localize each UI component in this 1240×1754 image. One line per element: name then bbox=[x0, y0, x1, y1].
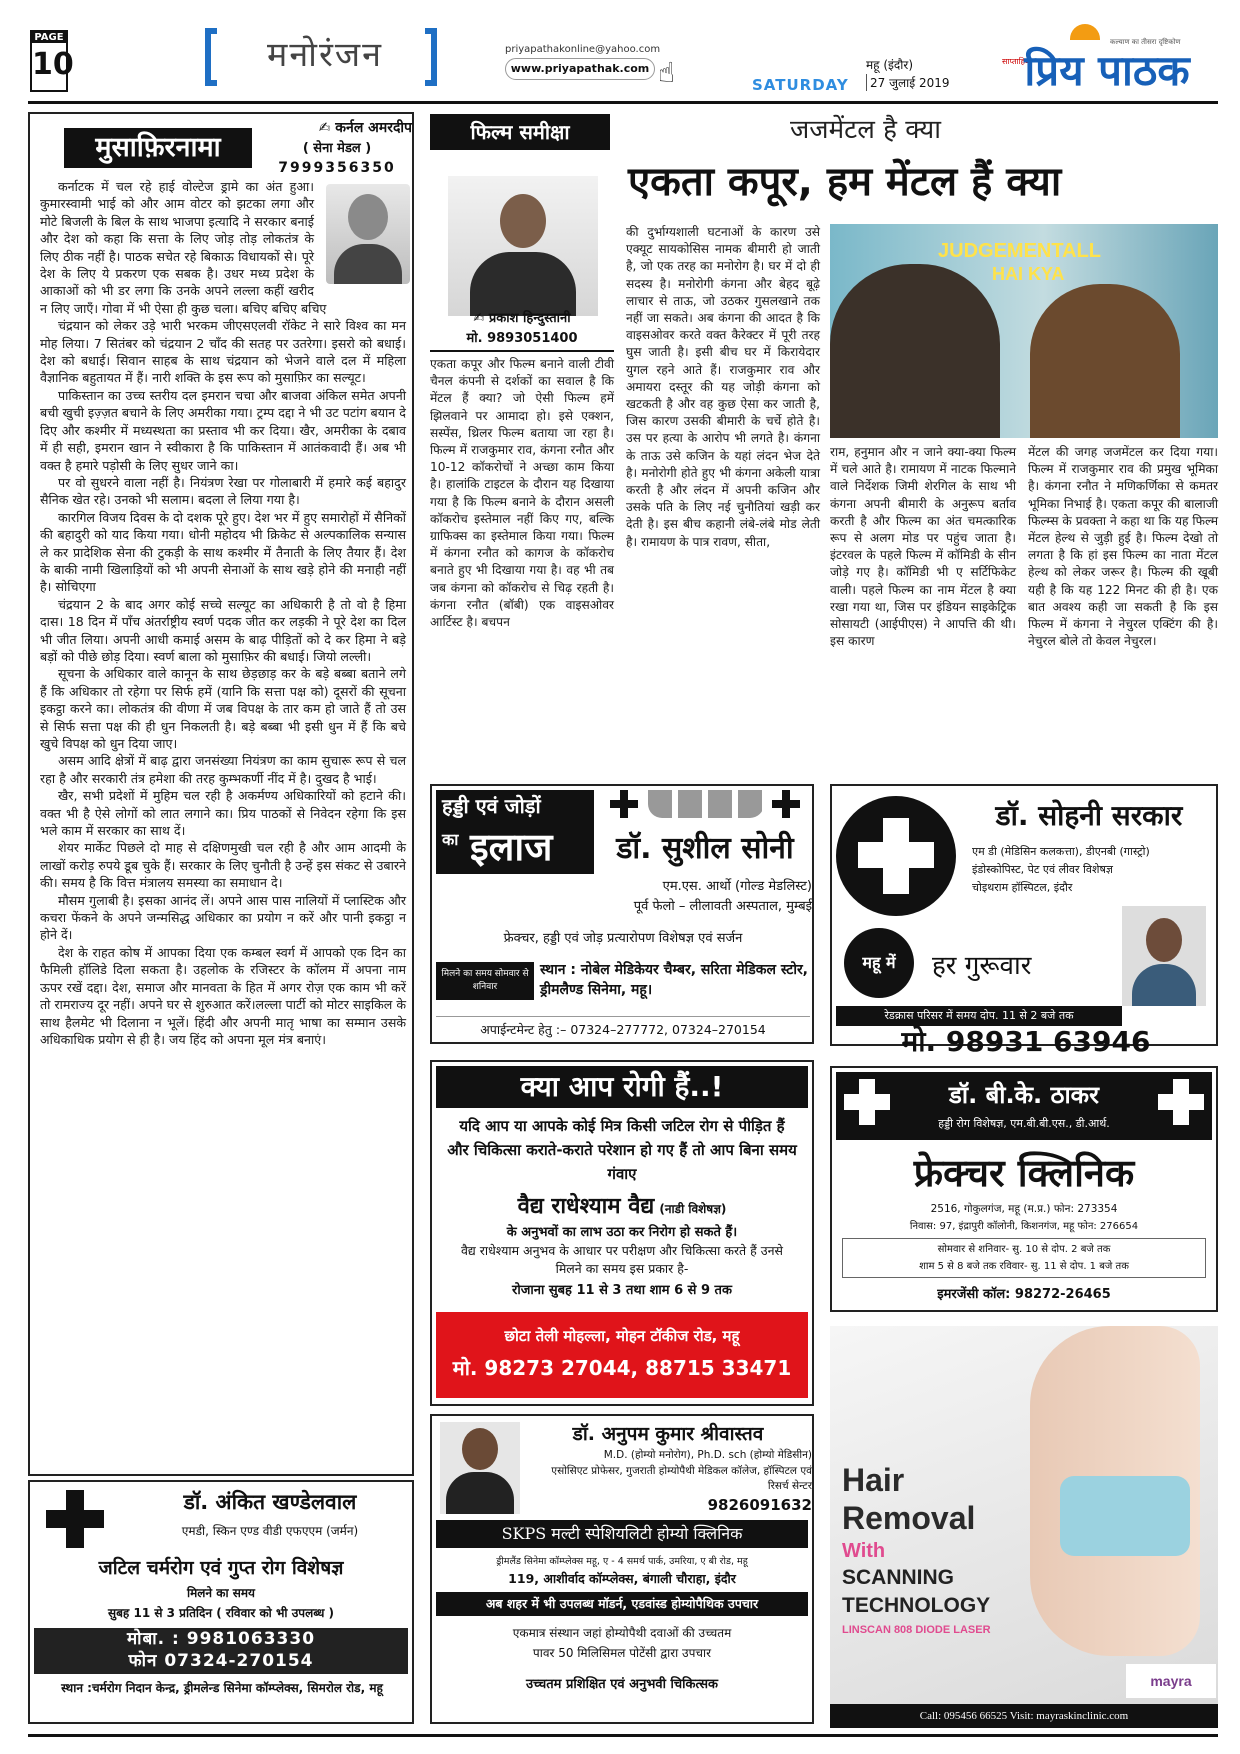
page-number: 10 bbox=[32, 47, 74, 82]
medical-cross-icon-stem bbox=[782, 790, 790, 818]
doctor-photo bbox=[1122, 906, 1206, 1006]
doctor-hospital: चोइथराम हॉस्पिटल, इंदौर bbox=[972, 881, 1073, 894]
article-paragraph: कारगिल विजय दिवस के दो दशक पूरे हुए। देश भर में हुए समारोहों में सैनिकों की बहादुरी को याद किया गया। धोनी महोदय भी क्रिकेट से अल्पकालिक सन्यास ले कर प्रादेशिक सेना की टुकड़ी के साथ कश्मीर में तैनाती के लिए तैयार हैं। देश के बाकी नामी खिलाड़ियों को भी अपनी सेनाओं के साथ खड़े होने की मनाही नहीं है। सोचिएगा bbox=[40, 509, 407, 595]
ad-benefit: के अनुभवों का लाभ उठा कर निरोग हो सकते हैं। bbox=[506, 1225, 738, 1240]
ad-tagline-box bbox=[436, 790, 594, 874]
medical-cross-icon-stem bbox=[859, 1079, 875, 1125]
doctor-specialty: हड्डी रोग विशेषज्ञ, एम.बी.बी.एस., डी.आर्थ. bbox=[938, 1117, 1110, 1130]
ad-ankit-khandelwal bbox=[28, 1480, 414, 1724]
hair-text-6: LINSCAN 808 DIODE LASER bbox=[842, 1624, 991, 1636]
clinic-place: स्थान :चर्मरोग निदान केन्द्र, ड्रीमलेन्ड सिनेमा कॉम्प्लेक्स, सिमरोल रोड, महू bbox=[61, 1681, 383, 1695]
page-label: PAGE bbox=[32, 32, 66, 43]
doctor-specialty: जटिल चर्मरोग एवं गुप्त रोग विशेषज्ञ bbox=[98, 1557, 344, 1579]
doctor-name: डॉ. अनुपम कुमार श्रीवास्तव bbox=[572, 1423, 764, 1445]
poster-subtitle: HAI KYA bbox=[992, 264, 1065, 284]
doctor-specialty: इंडोस्कोपिस्ट, पेट एवं लीवर विशेषज्ञ bbox=[972, 863, 1113, 876]
doctor-degree: M.D. (होम्यो मनोरोग), Ph.D. sch (होम्यो मेडिसीन) bbox=[603, 1449, 812, 1461]
hair-text-3: With bbox=[842, 1540, 886, 1562]
ad-sohni-sarkar bbox=[830, 784, 1218, 1058]
brand-logo: प्रिय पाठक bbox=[1024, 46, 1190, 95]
article-paragraph: देश के राहत कोष में आपका दिया एक कम्बल स्वर्ग में आपको एक दिन का फैमिली हॉलिडे दिला सकता है। उहलोक के रजिस्टर के कॉलम में अपना नाम ऊपर रखें दद्दा। देश, समाज और मानवता के हित में अगर रोज़ एक काम भी करें तो रामराज्य दूर नहीं। अपने घर से शुरुआत करें।लल्ला पार्टी को मोटर साइकिल के साथ हैलमेट भी दिलाना न भूलें। हिंदी और अपनी मातृ भाषा का सम्मान उसके अधिकाधिक प्रयोग से ही है। जय हिंद को अपना मूल मंत्र बनाएं। bbox=[40, 944, 406, 1047]
footer-rule bbox=[28, 1734, 1218, 1737]
author-name: ✍ कर्नल अमरदीप bbox=[318, 120, 412, 136]
hair-footer[interactable]: Call: 095456 66525 Visit: mayraskinclinic.com bbox=[830, 1704, 1218, 1728]
clinic-place: स्थान : नोबेल मेडिकेयर चैम्बर, सरिता मेडिकल स्टोर, ड्रीमलैण्ड सिनेमा, महू। bbox=[540, 962, 808, 998]
doctor-specialty: फ्रेक्चर, हड्डी एवं जोड़ प्रत्यारोपण विशेषज्ञ एवं सर्जन bbox=[503, 931, 743, 946]
vaidya-tag: (नाडी विशेषज्ञ) bbox=[659, 1202, 727, 1216]
doctor-mobile: मोबा. : 9981063330 bbox=[126, 1629, 316, 1649]
hair-text-1: Hair bbox=[842, 1462, 905, 1498]
model-top bbox=[1060, 1476, 1190, 1556]
doctor-name: डॉ. सोहनी सरकार bbox=[995, 799, 1183, 832]
email[interactable]: priyapathakonline@yahoo.com bbox=[505, 44, 661, 55]
residence-address: निवास: 97, इंद्रापुरी कॉलोनी, किशनगंज, महू फोन: 276654 bbox=[909, 1221, 1139, 1232]
ad-hair-removal bbox=[830, 1326, 1218, 1728]
doctor-phone: 9826091632 bbox=[707, 1496, 812, 1514]
clinic-hours-1: सोमवार से शनिवार- सु. 10 से दोप. 2 बजे तक bbox=[937, 1244, 1111, 1255]
ad-sushil-soni bbox=[430, 784, 814, 1044]
day-label: SATURDAY bbox=[752, 76, 849, 94]
musafirnama-title: मुसाफ़िरनामा bbox=[64, 128, 252, 168]
doctor-prev: पूर्व फेलो – लीलावती अस्पताल, मुम्बई bbox=[633, 899, 812, 914]
ad-tagline-1: हड्डी एवं जोड़ों bbox=[442, 794, 541, 818]
medical-cross-icon-stem bbox=[883, 818, 909, 894]
article-paragraph: खैर, सभी प्रदेशों में मुहिम चल रही है अकर्मण्य अधिकारियों को हटाने की। वक्त भी है ऐसे लोगों को लात लगाने का। प्रिय पाठकों से निवेदन रहेगा कि इस भले काम में सरकार का साथ दें। bbox=[40, 788, 406, 839]
article-paragraph: कर्नाटक में चल रहे हाई वोल्टेज ड्रामे का अंत हुआ। कुमारस्वामी भाई को और आम वोटर को झटका लगा और मोटे बिजली के बिल के साथ भाजपा इत्यादि ने सरकार बनाई और देश को कहा कि सत्ता के लिए जोड़ तोड़ लोकतंत्र के लिए ठीक नहीं है। पाठक सचेत रहे बिकाऊ विधायकों से। पूरे देश के लिए ये प्रकरण एक सबक है। उधर मध्य प्रदेश के आकाओं को भी डर लगा कि उनके अपने लल्ला कहीं खरीद न लिए जाएँ। गोवा में भी ऐसा ही कुछ चला। बचिए बचिए बचिए bbox=[40, 179, 327, 316]
vaidya-name bbox=[446, 1190, 798, 1220]
doctor-phone: फोन 07324-270154 bbox=[128, 1651, 314, 1671]
film-review-label: फिल्म समीक्षा bbox=[430, 114, 610, 150]
contact-band bbox=[34, 1628, 408, 1674]
medical-cross-icon-stem bbox=[66, 1490, 84, 1548]
hand-pointer-icon: ☝ bbox=[658, 56, 676, 89]
critic-name: ✍ प्रकाश हिन्दुस्तानी bbox=[473, 311, 571, 326]
critic-photo bbox=[448, 176, 598, 316]
ad-anupam-shrivastav bbox=[430, 1414, 814, 1724]
film-column-1: एकता कपूर और फिल्म बनाने वाली टीवी चैनल कंपनी से दर्शकों का सवाल है कि मेंटल हैं क्या? जो ऐसी फिल्म हमें झिलवाने पर आमादा हो। इसे एक्शन, सस्पेंस, थ्रिलर फिल्म बताया जा रहा है। फिल्म में राजकुमार राव, कंगना रनौत और 10-12 कॉकरोचों ने अच्छा काम किया है। हालांकि टाइटल के दौरान यह दिखाया गया है कि फिल्म बनाने के दौरान असली कॉकरोच इस्तेमाल नहीं किए गए, बल्कि ग्राफिक्स का इस्तेमाल किया गया। फिल्म में कंगना रनौत को कागज के कॉकरोच बनाते हुए भी दिखाया गया है। वह भी तब जब कंगना को कॉकरोच से चिढ़ रहती है। कंगना रनौत (बॉबी) एक वाइसओवर आर्टिस्ट है। बचपन bbox=[430, 357, 614, 630]
doctor-position: एसोसिएट प्रोफेसर, गुजराती होम्योपैथी मेडिकल कॉलेज, हॉस्पिटल एवं रिसर्च सेन्टर bbox=[551, 1465, 812, 1492]
ad-contact-band bbox=[436, 1312, 808, 1398]
film-column-2: की दुर्भाग्यशाली घटनाओं के कारण उसे एक्यूट सायकोसिस नामक बीमारी हो जाती है, जो एक तरह का मनोरोग है। घर में दो ही सदस्य है। मनोरोगी कंगना और बेहद बूढ़े लाचार से ताऊ, जो उठकर गुसलखाने तक नहीं जा सकते। अब कंगना की आदत है कि वाइसओवर करते वक्त कैरेक्टर में पूरी तरह घुस जाती है। इसी बीच घर में किरायेदार युगल रहने आते हैं। राजकुमार राव और अमायरा दस्तूर की यह जोड़ी कंगना को खटकती है और वह कुछ ऐसा कर जाती है, जिस कारण उसकी बीमारी के चर्चे होते है। उस पर हत्या के आरोप भी लगते है। कंगना के ताऊ उसे कजिन के यहां लंदन भेज देते है। मनोरोगी होते हुए भी कंगना अकेली यात्रा करती है और लंदन में अपनी कजिन और उसके पति के लिए नई चुनौतियां खड़ी कर देती है। इस बीच कहानी लंबे-लंबे मोड लेती है। रामायण के पात्र रावण, सीता, bbox=[626, 225, 820, 549]
clinic-address: 2516, गोकुलगंज, महू (म.प्र.) फोन: 273354 bbox=[930, 1203, 1118, 1215]
clinic-address-2: 119, आशीर्वाद कॉम्प्लेक्स, बंगाली चौराहा, इंदौर bbox=[508, 1571, 736, 1586]
visit-time: सुबह 11 से 3 प्रतिदिन ( रविवार को भी उपलब्ध ) bbox=[107, 1606, 335, 1620]
treatment-line-3: उच्चतम प्रशिक्षित एवं अनुभवी चिकित्सक bbox=[525, 1677, 719, 1692]
clinic-hours-2: शाम 5 से 8 बजे तक रविवार- सु. 11 से दोप. 1 बजे तक bbox=[919, 1261, 1129, 1272]
musafirnama-article bbox=[40, 178, 406, 1048]
ad-time: रोजाना सुबह 11 से 3 तथा शाम 6 से 9 तक bbox=[512, 1283, 732, 1298]
medical-cross-icon-stem bbox=[620, 790, 628, 818]
mhow-badge: महू में bbox=[844, 928, 914, 998]
film-headline: एकता कपूर, हम मेंटल हैं क्या bbox=[628, 159, 1062, 205]
ad-bk-thakar bbox=[830, 1066, 1218, 1312]
hair-text-5: TECHNOLOGY bbox=[842, 1594, 991, 1617]
ad-title: क्या आप रोगी हैं..! bbox=[436, 1066, 808, 1108]
hair-text-4: SCANNING bbox=[842, 1566, 955, 1589]
doctor-degree: एमडी, स्किन एण्ड वीडी एफएएम (जर्मन) bbox=[181, 1524, 359, 1538]
section-bracket-right bbox=[425, 28, 437, 86]
ad-intro: यदि आप या आपके कोई मित्र किसी जटिल रोग से पीड़ित हैं और चिकित्सा कराते-कराते परेशान हो गए हैं तो आप बिना समय गंवाए bbox=[447, 1117, 797, 1183]
location: महू (इंदौर) bbox=[866, 58, 914, 72]
clinic-address-1: ड्रीमलैंड सिनेमा कॉम्प्लेक्स महू, ए - 4 समर्थ पार्क, उमरिया, ए बी रोड, महू bbox=[496, 1556, 748, 1567]
page-label-box bbox=[30, 30, 74, 92]
brand-small: साप्ताहिक bbox=[1002, 57, 1032, 66]
header-rule bbox=[28, 101, 1218, 104]
treatment-band: अब शहर में भी उपलब्ध मॉडर्न, एडवांस्ड होम्योपैथिक उपचार bbox=[436, 1592, 808, 1616]
ad-tagline-3: इलाज bbox=[470, 825, 553, 869]
film-kicker: जजमेंटल है क्या bbox=[790, 115, 941, 145]
critic-rule bbox=[430, 350, 614, 352]
appointment-line: अपाईन्टमेन्ट हेतु :– 07324–277772, 07324–270154 bbox=[436, 1016, 810, 1038]
date: 27 जुलाई 2019 bbox=[866, 74, 949, 91]
doctor-name: डॉ. सुशील सोनी bbox=[616, 831, 794, 866]
article-paragraph: पाकिस्तान का उच्च स्तरीय दल इमरान चचा और बाजवा अंकिल समेत अपनी बची खुची इज़्ज़त बचाने के लिए अमरीका गया। ट्रम्प दद्दा ने भी उट पटांग बयान दे दिए और कश्मीर में मध्यस्थता का प्रस्ताव भी कर दिया। खैर, अमरीका के दबाव में ही सही, इमरान खान ने स्वीकारा है कि पाकिस्तान में आतंकवादी हैं। अब भी वक्त है हमारे पड़ोसी के लिए सुधर जाने का। bbox=[40, 387, 406, 473]
film-column-4: मेंटल की जगह जजमेंटल कर दिया गया। फिल्म में राजकुमार राव की प्रमुख भूमिका है। कंगना रनौत ने मणिकर्णिका से कमतर भूमिका निभाई है। एकता कपूर की बालाजी फिल्म्स के प्रवक्ता ने कहा था कि यह फिल्म मेंटल हेल्थ से जुड़ी हुई है। फिल्म देखो तो लगता है कि हां इस फिल्म का नाता मेंटल हेल्थ को लेकर जरूर है। फिल्म की खूबी यही है कि यह 122 मिनट की ही है। एक बात अवश्य कही जा सकती है कि इस फिल्म में कंगना ने नेचुरल एक्टिंग की है। नेचुरल बोले तो केवल नेचुरल। bbox=[1028, 445, 1218, 649]
ad-tagline-2: का bbox=[442, 830, 459, 849]
article-paragraph: सूचना के अधिकार वाले कानून के साथ छेड़छाड़ कर के बड़े बब्बा बताने लगे हैं कि अधिकार तो रहेगा पर सिर्फ हमें (यानि कि सत्ता पक्ष को) दूसरों की सूचना इकट्ठा करने का। लोकतंत्र की वीणा में जब विपक्ष के तार कम हो जाते हैं तो उस से सिर्फ सत्ता पक्ष की ही धुन निकलती है। बड़े बब्बा भी इसी धुन में हैं कि बचे खुचे विपक्ष को धुन दिया जाए। bbox=[40, 666, 406, 751]
doctor-degree: एम डी (मेडिसिन कलकत्ता), डीएनबी (गास्ट्रो) bbox=[972, 845, 1150, 858]
visit-place: रेडक्रास परिसर में समय दोप. 11 से 2 बजे तक bbox=[836, 1006, 1122, 1026]
article-paragraph: असम आदि क्षेत्रों में बाढ़ द्वारा जनसंख्या नियंत्रण का काम सुचारू रूप से चल रहा है और सरकारी तंत्र हमेशा की तरह कुम्भकर्णी नींद में है। दुखद है भाई। bbox=[40, 753, 406, 786]
treatment-line-1: एकमात्र संस्थान जहां होम्योपैथी दवाओं की उच्चतम bbox=[512, 1626, 732, 1640]
article-paragraph: मौसम गुलाबी है। इसका आनंद लें। अपने आस पास नालियों में प्लास्टिक और कचरा फेंकने के अपने जन्मसिद्ध अधिकार का प्रयोग न करें और पानी इकट्ठा न होने दें। bbox=[40, 892, 406, 943]
clinic-name: फ्रेक्चर क्लिनिक bbox=[913, 1151, 1135, 1195]
ad-vaidya bbox=[430, 1060, 814, 1406]
brand-tagline: कल्याण का तीसरा दृष्टिकोण bbox=[1110, 38, 1181, 46]
section-bracket-left bbox=[205, 28, 217, 86]
poster-title: JUDGEMENTALL bbox=[938, 240, 1101, 262]
visit-time-label: मिलने का समय bbox=[186, 1586, 255, 1600]
doctor-name: डॉ. अंकित खण्डेलवाल bbox=[183, 1490, 357, 1514]
doctor-photo bbox=[440, 1422, 520, 1514]
movie-poster bbox=[830, 224, 1218, 438]
film-column-3: राम, हनुमान और न जाने क्या-क्या फिल्म में चले आते है। रामायण में नाटक फिल्माने वाले निर्देशक जिमी शेरगिल के साथ भी कंगना अपनी बीमारी के अनुरूप बर्ताव करती है और फिल्म का अंत चमत्कारिक रूप से अलग मोड पर पहुंच जाता है। इंटरवल के पहले फिल्म में कॉमिडी के सीन जोड़े गए है। कॉमिडी भी ए सर्टिफिकेट वाली। पहले फिल्म का नाम मेंटल है क्या रखा गया था, जिस पर इंडियन साइकेट्रिक सोसायटी (आईपीएस) ने आपत्ति की थी। इस कारण bbox=[830, 445, 1016, 649]
doctor-name: डॉ. बी.के. ठाकर bbox=[949, 1081, 1099, 1109]
doctor-degree: एम.एस. आर्थो (गोल्ड मेडलिस्ट) bbox=[662, 879, 812, 894]
sun-emblem-icon bbox=[1070, 24, 1100, 40]
medical-cross-icon-stem bbox=[1173, 1079, 1189, 1125]
mayra-logo: mayra bbox=[1126, 1664, 1216, 1698]
ad-address: छोटा तेली मोहल्ला, मोहन टॉकीज रोड, महू bbox=[504, 1327, 740, 1345]
critic-phone: मो. 9893051400 bbox=[466, 331, 578, 346]
emergency-call: इमरजेंसी कॉल: 98272-26465 bbox=[937, 1287, 1111, 1302]
website[interactable]: www.priyapathak.com bbox=[510, 62, 650, 75]
treatment-line-2: पावर 50 मिलिसिमल पोटेंसी द्वारा उपचार bbox=[532, 1646, 712, 1660]
vaidya-name-text: वैद्य राधेश्याम वैद्य bbox=[517, 1194, 655, 1219]
article-paragraph: चंद्रयान को लेकर उड़े भारी भरकम जीएसएलवी रॉकेट ने सारे विश्व का मन मोह लिया। 7 सितंबर को चंद्रयान 2 चाँद की सतह पर उतरेगा। इसरो को बधाई। देश को बधाई। सिवान साहब के साथ चंद्रयान को भेजने वाले दल में महिला वैज्ञानिक बहुतायत में हैं। नारी शक्ति के इस रूप को मुसाफ़िर का सल्यूट। bbox=[40, 318, 406, 386]
author-phone: 7999356350 bbox=[278, 160, 396, 176]
visit-time-label: मिलने का समय सोमवार से शनिवार bbox=[436, 962, 534, 1000]
ad-info: वैद्य राधेश्याम अनुभव के आधार पर परीक्षण और चिकित्सा करते हैं उनसे मिलने का समय इस प्रकार है- bbox=[460, 1243, 784, 1276]
ad-header-band bbox=[836, 1072, 1212, 1140]
clinic-hours bbox=[842, 1238, 1206, 1278]
clinic-name: SKPS मल्टी स्पेशियलिटी होम्यो क्लिनिक bbox=[436, 1520, 808, 1548]
section-title: मनोरंजन bbox=[266, 35, 383, 75]
website-pill[interactable] bbox=[505, 58, 655, 80]
ad-phone: मो. 98273 27044, 88715 33471 bbox=[452, 1356, 792, 1380]
hair-text-2: Removal bbox=[842, 1500, 976, 1536]
visit-day: हर गुरूवार bbox=[932, 951, 1032, 981]
article-paragraph: चंद्रयान 2 के बाद अगर कोई सच्चे सल्यूट का अधिकारी है तो वो है हिमा दास। 18 दिन में पाँच अंतर्राष्ट्रीय स्वर्ण पदक जीत कर लड़की ने पूरे देश का दिल भी जीत लिया। अपनी आधी कमाई असम के बाढ़ पीड़ितों को दे कर हिमा ने बड़े बड़ों को पीछे छोड़ दिया। स्वर्ण बाला को मुसाफ़िर की बधाई। जियो लल्ली। bbox=[40, 596, 406, 664]
article-paragraph: पर वो सुधरने वाला नहीं है। नियंत्रण रेखा पर गोलाबारी में हमारे कई बहादुर सैनिक खेत रहे। उनको भी सलाम। बदला ले लिया गया है। bbox=[40, 474, 406, 508]
article-paragraph: शेयर मार्केट पिछले दो माह से दक्षिणमुखी चल रही है और आम आदमी के लाखों करोड़ रुपये डूब चुके हैं। सरकार के लिए चुनौती है उन्हें इस संकट से उबारने की। समय है कि वित्त मंत्रालय समस्या का समाधान दे। bbox=[40, 840, 406, 891]
author-title: ( सेना मेडल ) bbox=[302, 141, 372, 156]
teeth-icon bbox=[648, 790, 764, 818]
musafirnama-box bbox=[28, 112, 414, 1476]
doctor-phone: मो. 98931 63946 bbox=[901, 1025, 1151, 1058]
